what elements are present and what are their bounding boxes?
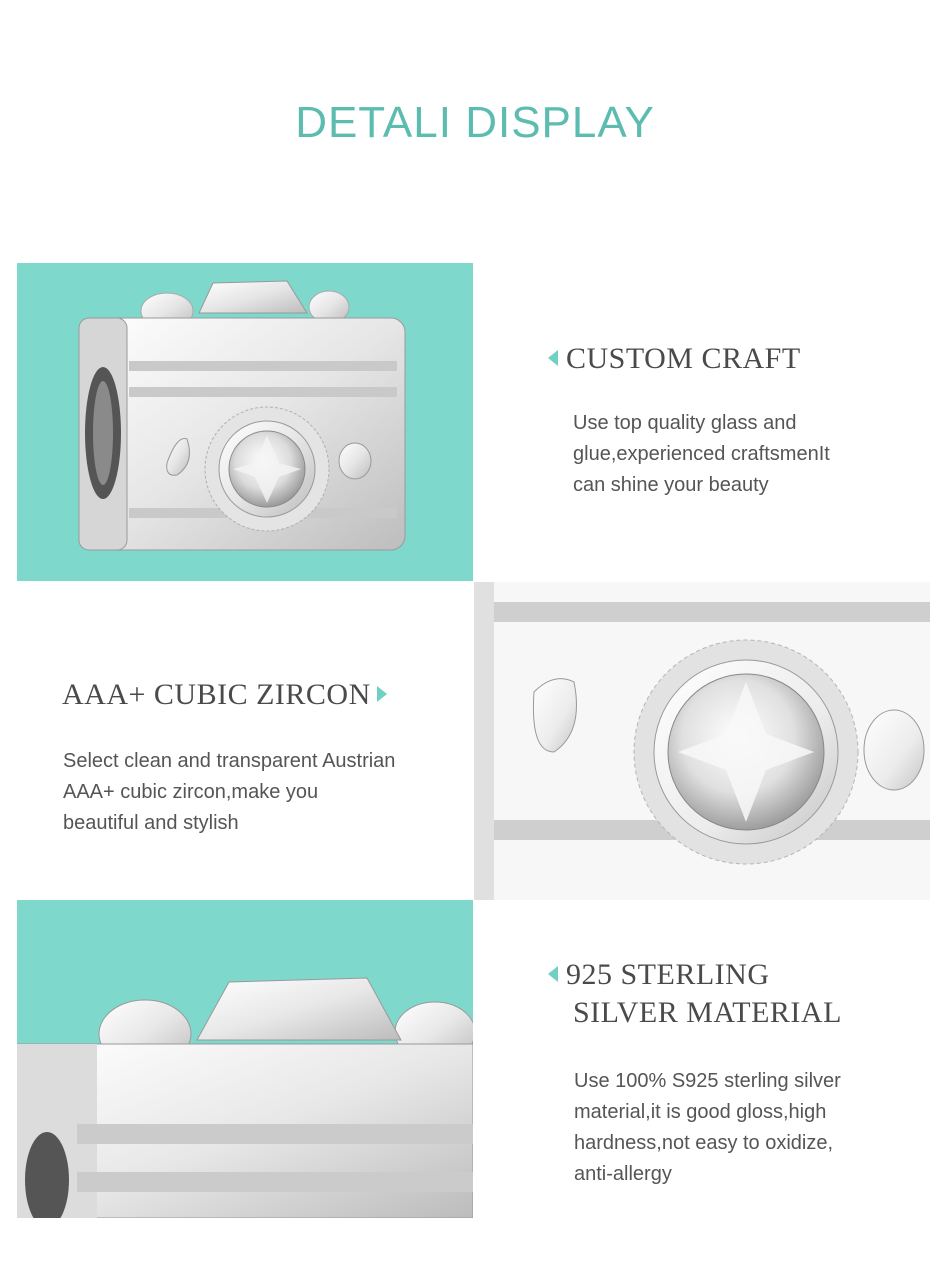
product-image-camera-front (17, 263, 473, 581)
arrow-left-icon (548, 350, 558, 366)
section-heading-sterling-silver: 925 STERLING SILVER MATERIAL (548, 956, 842, 1032)
section-description-cubic-zircon: Select clean and transparent Austrian AAA+ cubic zircon,make you beautiful and stylish (63, 750, 396, 834)
section-description-sterling-silver: Use 100% S925 sterling silver material,it is good gloss,high hardness,not easy to oxidize, anti-allergy (574, 1070, 841, 1185)
arrow-left-icon (548, 966, 558, 982)
arrow-right-icon (377, 686, 387, 702)
section-heading-cubic-zircon: AAA+ CUBIC ZIRCON (62, 676, 387, 714)
section-heading-custom-craft: CUSTOM CRAFT (548, 340, 801, 378)
page-title: DETALI DISPLAY (295, 98, 655, 147)
product-image-zircon-closeup (474, 582, 930, 900)
section-description-custom-craft: Use top quality glass and glue,experienced craftsmenIt can shine your beauty (573, 412, 830, 496)
product-image-camera-top (17, 900, 473, 1218)
